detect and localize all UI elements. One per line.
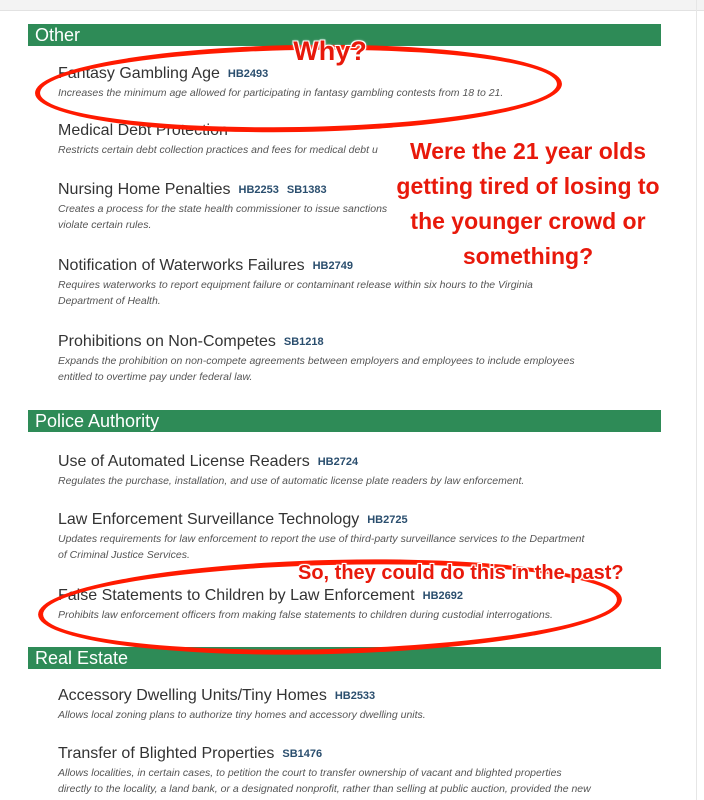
bill-title: Notification of Waterworks Failures [58,257,305,274]
bill-number-link[interactable]: HB2493 [227,68,269,80]
bill-number-link[interactable]: HB2253 [238,184,279,196]
bill-description: Expands the prohibition on non-compete agreements between employers and employees to include employees entitled to overtime pay under federal law. [58,355,575,383]
page-right-border [696,0,697,800]
bill-number-link[interactable]: SB1383 [286,184,327,196]
bill-title: Nursing Home Penalties [58,181,231,198]
bill-number-link[interactable]: HB2533 [334,690,376,702]
bill-number-link[interactable]: SB1476 [282,748,323,760]
bill-title: Accessory Dwelling Units/Tiny Homes [58,687,327,704]
annotation-past: So, they could do this in the past? [298,562,624,584]
bill-description: Allows local zoning plans to authorize tiny homes and accessory dwelling units. [58,709,426,721]
bill-number-link[interactable]: HB2749 [312,260,353,272]
bill-law-enforcement-surveillance [58,510,658,563]
bill-automated-license-readers [58,452,658,489]
bill-title: Medical Debt Protection [58,122,228,139]
bill-title: Transfer of Blighted Properties [58,745,275,762]
bill-number-link[interactable]: HB2724 [317,456,359,468]
bill-transfer-blighted-properties [58,744,658,797]
section-header-other: Other [28,24,661,46]
bill-description: Restricts certain debt collection practices and fees for medical debt u [58,144,378,156]
bill-description: Requires waterworks to report equipment failure or contaminant release within six hours to the Virginia Department of Health. [58,279,533,307]
section-header-real-estate: Real Estate [28,647,661,669]
bill-description: Updates requirements for law enforcement to report the use of third-party surveillance services to the Department of Criminal Justice Services. [58,533,585,561]
bill-accessory-dwelling-units [58,686,658,723]
bill-description: Creates a process for the state health commissioner to issue sanctions violate certain rules. [58,203,388,231]
bill-title: Prohibitions on Non-Competes [58,333,276,350]
browser-top-edge [0,0,704,11]
bill-number-link[interactable]: HB2692 [422,590,463,602]
bill-description: Regulates the purchase, installation, and use of automatic license plate readers by law enforcement. [58,475,525,487]
bill-title: Fantasy Gambling Age [58,65,220,82]
annotation-why: Why? [293,36,367,66]
bill-number-link[interactable]: SB1218 [283,336,324,348]
bill-title: Use of Automated License Readers [58,453,310,470]
bill-title: False Statements to Children by Law Enforcement [58,587,415,604]
section-header-police-authority: Police Authority [28,410,661,432]
bill-description: Allows localities, in certain cases, to petition the court to transfer ownership of vacant and blighted properties directly to the locality, a land bank, or a designated nonprofit, rather than selling at public auction, provided the new [58,767,591,795]
bill-description: Prohibits law enforcement officers from making false statements to children during custodial interrogations. [58,609,553,621]
annotation-question: Were the 21 year olds getting tired of losing to the younger crowd or something? [396,138,660,269]
bill-description: Increases the minimum age allowed for participating in fantasy gambling contests from 18 to 21. [58,87,504,99]
bill-number-link[interactable]: HB2725 [367,514,408,526]
bill-prohibitions-non-competes [58,332,658,385]
bill-title: Law Enforcement Surveillance Technology [58,511,360,528]
